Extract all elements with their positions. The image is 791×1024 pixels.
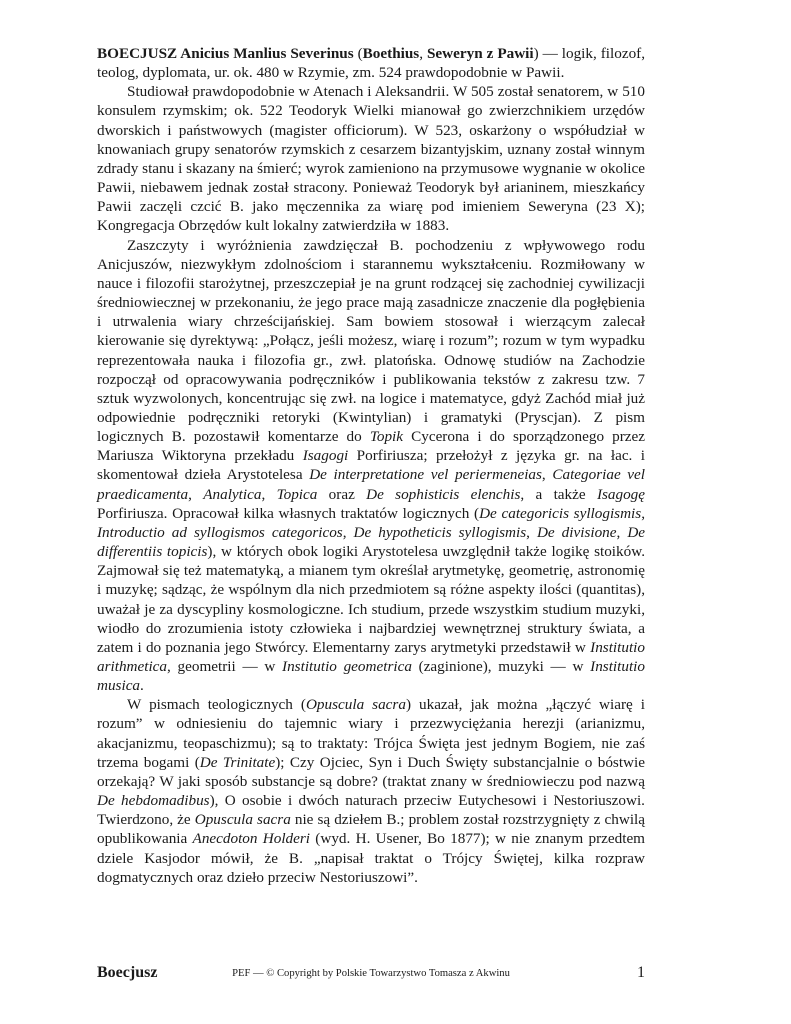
work-title: De differentiis topicis xyxy=(97,523,646,561)
work-title: De interpretatione vel periermeneias xyxy=(309,466,542,484)
work-title: Anecdoton Holderi xyxy=(192,830,311,848)
text-span: , xyxy=(641,504,645,522)
page-number: 1 xyxy=(637,964,645,981)
text-span: (wyd. H. Usener, Bo 1877); w nie znanym przedtem dziele Kasjodor mówił, że B. „napisał traktat o Trójcy Świętej, kilka rozpraw dogmatycznych oraz dzieło przeciw Nestoriuszowi”. xyxy=(97,830,645,886)
text-span: (zaginione), muzyki — w xyxy=(411,658,591,675)
work-title: Institutio arithmetica xyxy=(97,638,645,675)
article-body xyxy=(97,44,645,887)
work-title: De hebdomadibus xyxy=(97,792,210,810)
text-span: , xyxy=(261,485,277,503)
text-span: ), O osobie i dwóch naturach przeciw Eutychesowi i Nestoriuszowi. Twierdzono, że xyxy=(97,792,645,829)
work-title: Isagogę xyxy=(596,485,646,503)
text-span: , xyxy=(541,466,553,484)
work-title: De categoricis syllogismis xyxy=(479,504,642,522)
article-paragraph-2 xyxy=(97,82,645,235)
work-title: Introductio ad syllogismos categoricos xyxy=(97,523,343,541)
text-span: ); Czy Ojciec, Syn i Duch Święty substancjalnie o bóstwie orzekają? W jaki sposób substancje są dobre? (traktat znany w średniowieczu pod nazwą xyxy=(97,753,645,790)
text-span: Porfiriusza. Opracował kilka własnych traktatów logicznych ( xyxy=(97,504,480,522)
work-title: De hypotheticis syllogismis xyxy=(353,523,527,541)
text-span: , xyxy=(342,523,354,541)
work-title: Isagogi xyxy=(302,447,349,465)
work-title: Categoriae vel praedicamenta xyxy=(97,466,646,503)
text-span: , xyxy=(616,523,628,541)
work-title: Topica xyxy=(276,485,318,503)
footer-entry-title: Boecjusz xyxy=(97,964,158,981)
page-footer xyxy=(97,964,645,988)
work-title: De divisione xyxy=(536,523,617,541)
text-span: ( xyxy=(353,45,363,62)
work-title: De Trinitate xyxy=(199,753,276,771)
text-span: Studiował prawdopodobnie w Atenach i Aleksandrii. W 505 został senatorem, w 510 konsulem rzymskim; ok. 522 Teodoryk Wielki mianował go zwierzchnikiem urzędów dworskich i państwowych (magister officiorum). W 523, oskarżony o współudział w knowaniach grupy senatorów rzymskich z cesarzem bizantyjskim, uznany został winnym zdrady stanu i skazany na śmierć; wyrok zamieniono na przymusowe wygnanie w okolice Pawii, niebawem jednak został stracony. Ponieważ Teodoryk był arianinem, mieszkańcy Pawii zaczęli czcić B. jako męczennika za wiarę pod imieniem Seweryna (23 X); Kongregacja Obrzędów kult lokalny zatwierdziła w 1883. xyxy=(97,83,645,235)
text-span: . xyxy=(140,677,144,695)
text-span: Zaszczyty i wyróżnienia zawdzięczał B. pochodzeniu z wpływowego rodu Anicjuszów, niezwykłym zdolnościom i starannemu wykształceniu. Rozmiłowany w nauce i filozofii starożytnej, przeszczepiał je na grunt rodzącej się zachodniej cywilizacji średniowiecznej w przekonaniu, że jego prace mają zasadnicze znaczenie dla pogłębienia i utrwalenia wiary chrześcijańskiej. Sam bowiem stosował i wierzącym zalecał kierowanie się dyrektywą: „Połącz, jeśli możesz, wiarę i rozum”; rozum w tym wypadku reprezentowała nauka i filozofia gr., zwł. platońska. Odnowę studiów na Zachodzie rozpoczął od opracowywania podręczników i publikowania tekstów z zakresu tzw. 7 sztuk wyzwolonych, koncentrując się zwł. na logice i matematyce, gdyż Zachód miał już odpowiednie podręczniki retoryki (Kwintylian) i gramatyki (Pryscjan). Z pism logicznych B. pozostawił komentarze do xyxy=(97,236,645,446)
work-title: Institutio musica xyxy=(97,658,645,695)
work-title: Topik xyxy=(369,428,404,446)
text-span: , xyxy=(419,45,427,62)
article-paragraph-3 xyxy=(97,236,645,696)
footer-copyright: PEF — © Copyright by Polskie Towarzystwo Tomasza z Akwinu xyxy=(232,968,510,979)
text-span: ) — logik, filozof, teolog, dyplomata, ur. ok. 480 w Rzymie, zm. 524 prawdopodobnie w Pawii. xyxy=(97,45,646,82)
text-span: oraz xyxy=(317,485,367,503)
text-span: , xyxy=(526,523,537,541)
text-span: , xyxy=(188,485,204,503)
text-span: , a także xyxy=(520,485,597,503)
work-title: Analytica xyxy=(203,485,262,503)
work-title: Opuscula sacra xyxy=(194,811,291,829)
article-paragraph-4 xyxy=(97,695,645,887)
article-paragraph-1 xyxy=(97,44,645,82)
work-title: Opuscula sacra xyxy=(305,696,406,714)
alt-name: Seweryn z Pawii xyxy=(426,45,534,62)
text-span: , geometrii — w xyxy=(167,658,283,675)
text-span: W pismach teologicznych ( xyxy=(127,696,306,714)
alt-name: Boethius xyxy=(362,45,420,62)
work-title: Institutio geometrica xyxy=(282,658,412,675)
text-span: ), w których obok logiki Arystotelesa uwzględnił także logikę stoików. Zajmował się też matematyką, a mianem tym określał arytmetykę, geometrię, astronomię i muzykę; sądząc, że wspólnym dla nich przedmiotem są różne aspekty ilości (quantitas), uważał je za dyscypliny kosmologiczne. Ich studium, przede wszystkim studium muzyki, wiodło do zrozumienia istoty człowieka i najbardziej wewnętrznej struktury świata, a zatem i do poznania jego Stwórcy. Elementarny zarys arytmetyki przedstawił w xyxy=(97,543,645,656)
text-span: nie są dziełem B.; problem został rozstrzygnięty z chwilą opublikowania xyxy=(97,811,645,848)
headword: BOECJUSZ Anicius Manlius Severinus xyxy=(97,45,354,62)
text-span: Porfiriusza; przełożył z języka gr. na łac. i skomentował dzieła Arystotelesa xyxy=(97,447,645,484)
text-span: Cycerona i do sporządzonego przez Mariusza Wiktoryna przekładu xyxy=(97,428,645,465)
work-title: De sophisticis elenchis xyxy=(366,485,521,503)
text-span: ) ukazał, jak można „łączyć wiarę i rozum” w odniesieniu do tajemnic wiary i przezwyciężania herezji (arianizmu, akacjanizmu, teopaschizmu); są to traktaty: Trójca Święta jest jednym Bogiem, nie zaś trzema bogami ( xyxy=(97,696,645,771)
